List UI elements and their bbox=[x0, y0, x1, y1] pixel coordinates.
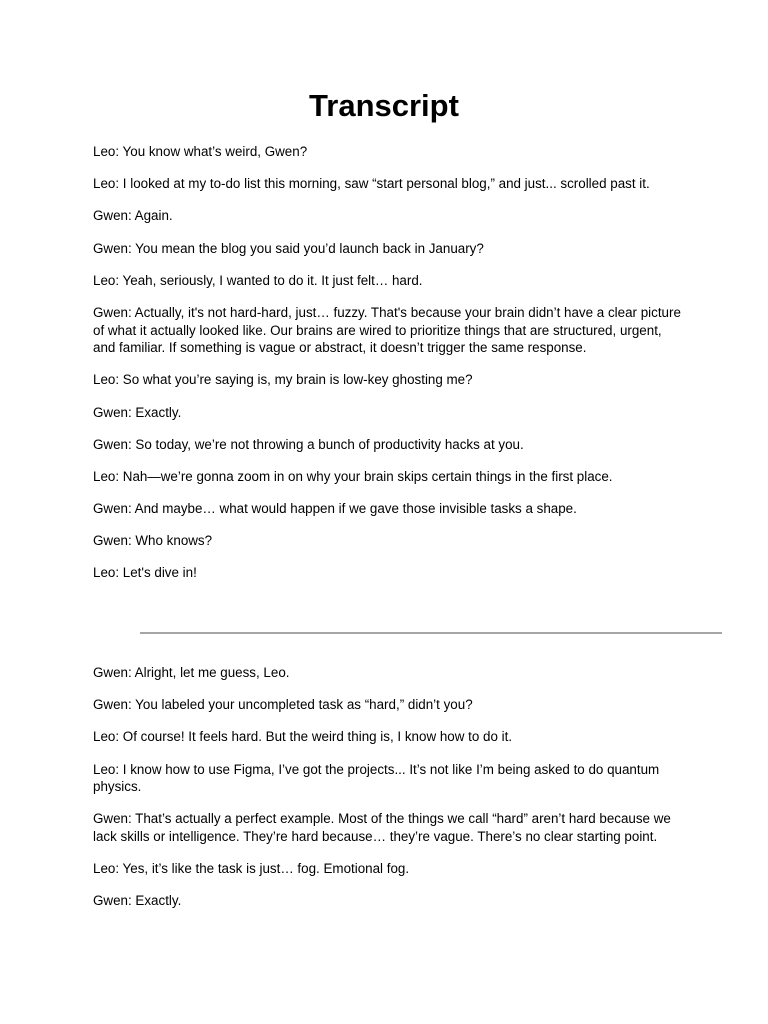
transcript-section-1 bbox=[93, 143, 683, 597]
transcript-section-2 bbox=[93, 664, 683, 925]
transcript-line: Leo: You know what’s weird, Gwen? bbox=[93, 144, 308, 159]
transcript-line: Gwen: Alright, let me guess, Leo. bbox=[93, 665, 290, 680]
transcript-line: Leo: I looked at my to-do list this morning, saw “start personal blog,” and just... scrolled past it. bbox=[93, 176, 650, 192]
transcript-line: Gwen: Again. bbox=[93, 208, 173, 224]
transcript-line: Leo: Nah—we’re gonna zoom in on why your brain skips certain things in the first place. bbox=[93, 468, 613, 484]
transcript-line: Gwen: So today, we’re not throwing a bunch of productivity hacks at you. bbox=[93, 436, 524, 452]
transcript-line: Leo: Of course! It feels hard. But the weird thing is, I know how to do it. bbox=[93, 729, 513, 745]
transcript-line: Gwen: Exactly. bbox=[93, 893, 182, 909]
transcript-line: Leo: So what you’re saying is, my brain is low-key ghosting me? bbox=[93, 372, 473, 388]
transcript-line: Leo: I know how to use Figma, I’ve got the projects... It’s not like I’m being asked to do quantum physics. bbox=[93, 761, 660, 795]
document-title: Transcript bbox=[309, 88, 459, 123]
transcript-line: Leo: Yeah, seriously, I wanted to do it. It just felt… hard. bbox=[93, 272, 423, 288]
transcript-line: Gwen: You mean the blog you said you’d launch back in January? bbox=[93, 240, 484, 256]
transcript-line: Gwen: Who knows? bbox=[93, 533, 213, 549]
transcript-line: Leo: Yes, it’s like the task is just… fog. Emotional fog. bbox=[93, 861, 410, 877]
transcript-line: Gwen: That’s actually a perfect example. Most of the things we call “hard” aren’t hard because we lack skills or intelligence. They’re hard because… they’re vague. There’s no clear starting point. bbox=[93, 811, 671, 844]
transcript-line: Gwen: And maybe… what would happen if we gave those invisible tasks a shape. bbox=[93, 501, 577, 517]
transcript-line: Gwen: Exactly. bbox=[93, 404, 182, 420]
transcript-line: Leo: Let's dive in! bbox=[93, 565, 197, 581]
transcript-line: Gwen: Actually, it's not hard-hard, just… fuzzy. That's because your brain didn’t have a clear picture of what it actually looked like. Our brains are wired to prioritize things that are structured, urgent, and familiar. If something is vague or abstract, it doesn’t trigger the same response. bbox=[93, 304, 681, 356]
transcript-line: Gwen: You labeled your uncompleted task as “hard,” didn’t you? bbox=[93, 697, 473, 713]
section-divider bbox=[140, 632, 722, 634]
